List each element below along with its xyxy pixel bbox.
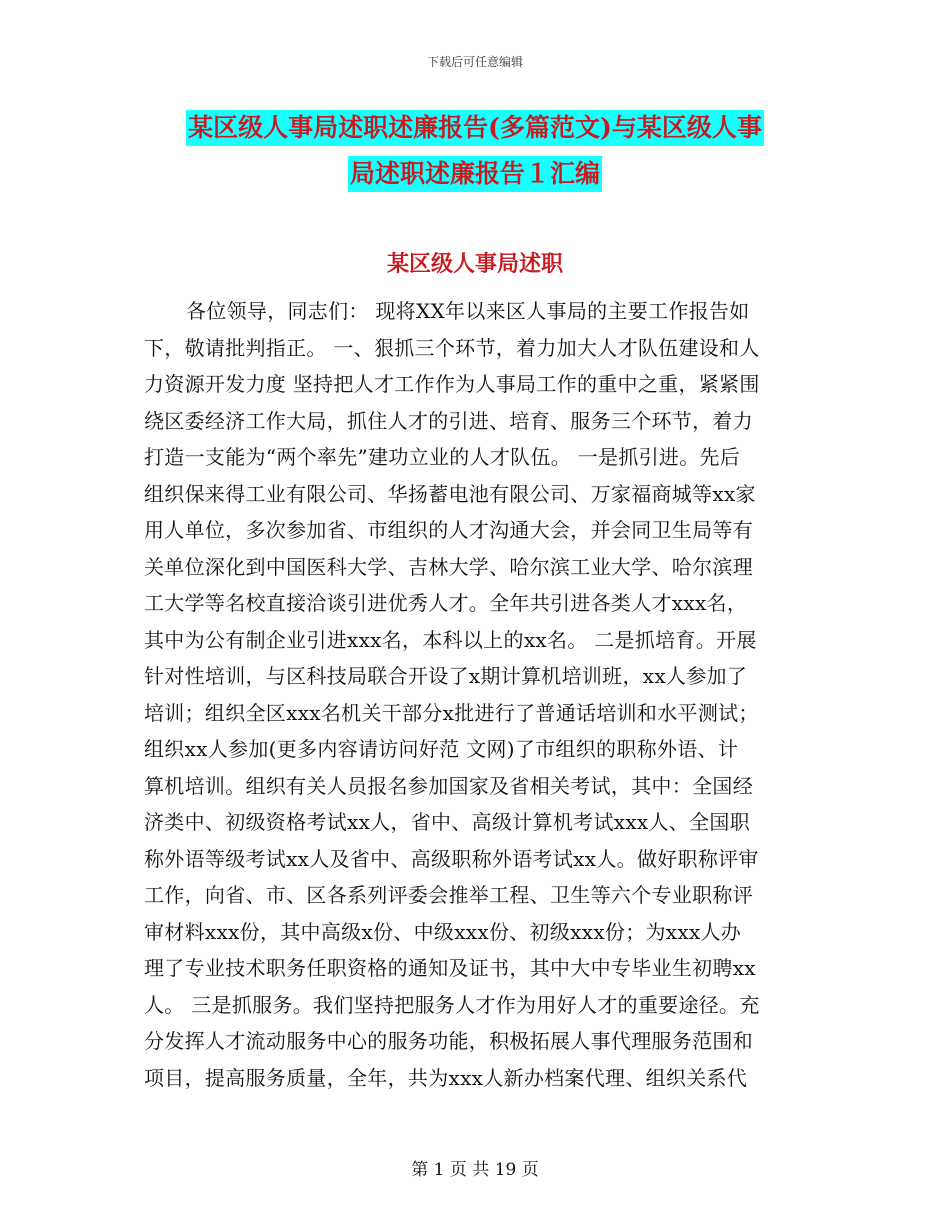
body-line: 组织保来得工业有限公司、华扬蓄电池有限公司、万家福商城等xx家	[144, 481, 756, 506]
document-title	[110, 110, 840, 192]
body-line: 工大学等名校直接洽谈引进优秀人才。全年共引进各类人才xxx名，	[144, 591, 748, 615]
body-line: 项目，提高服务质量，全年，共为xxx人新办档案代理、组织关系代	[144, 1065, 748, 1090]
title-line-1: 某区级人事局述职述廉报告(多篇范文)与某区级人事	[186, 110, 764, 146]
body-line: 用人单位，多次参加省、市组织的人才沟通大会，并会同卫生局等有	[144, 518, 753, 542]
page-footer: 第 1 页 共 19 页	[411, 1160, 539, 1180]
body-line: 工作，向省、市、区各系列评委会推举工程、卫生等六个专业职称评	[144, 883, 753, 907]
body-line: 分发挥人才流动服务中心的服务功能，积极拓展人事代理服务范围和	[144, 1029, 753, 1053]
body-line: 人。 三是抓服务。我们坚持把服务人才作为用好人才的重要途径。充	[144, 992, 760, 1017]
body-line: 力资源开发力度 坚持把人才工作作为人事局工作的重中之重，紧紧围	[144, 372, 760, 396]
body-line: 组织xx人参加(更多内容请访问好范 文网)了市组织的职称外语、计	[144, 737, 739, 761]
body-line: 绕区委经济工作大局，抓住人才的引进、培育、服务三个环节，着力	[144, 408, 753, 433]
body-line: 其中为公有制企业引进xxx名，本科以上的xx名。 二是抓培育。开展	[144, 627, 757, 652]
body-text	[144, 293, 814, 1096]
body-line: 审材料xxx份，其中高级x份、中级xxx份、初级xxx份；为xxx人办	[144, 919, 742, 944]
body-line: 各位领导，同志们： 现将XX年以来区人事局的主要工作报告如	[186, 299, 750, 323]
body-line: 打造一支能为“两个率先”建功立业的人才队伍。 一是抓引进。先后	[144, 445, 741, 469]
body-line: 培训；组织全区xxx名机关干部分x批进行了普通话培训和水平测试；	[144, 700, 759, 725]
body-line: 称外语等级考试xx人及省中、高级职称外语考试xx人。做好职称评审	[144, 846, 759, 871]
body-line: 理了专业技术职务任职资格的通知及证书，其中大中专毕业生初聘xx	[144, 956, 756, 980]
header-note: 下载后可任意编辑	[426, 55, 523, 69]
body-line: 算机培训。组织有关人员报名参加国家及省相关考试，其中：全国经	[144, 773, 753, 798]
title-line-2: 局述职述廉报告１汇编	[348, 156, 602, 192]
body-line: 下，敬请批判指正。 一、狠抓三个环节，着力加大人才队伍建设和人	[144, 335, 760, 360]
body-line: 关单位深化到中国医科大学、吉林大学、哈尔滨工业大学、哈尔滨理	[144, 554, 753, 579]
section-title: 某区级人事局述职	[386, 251, 563, 277]
body-line: 济类中、初级资格考试xx人，省中、高级计算机考试xxx人、全国职	[144, 810, 750, 834]
body-line: 针对性培训，与区科技局联合开设了x期计算机培训班，xx人参加了	[144, 664, 748, 688]
